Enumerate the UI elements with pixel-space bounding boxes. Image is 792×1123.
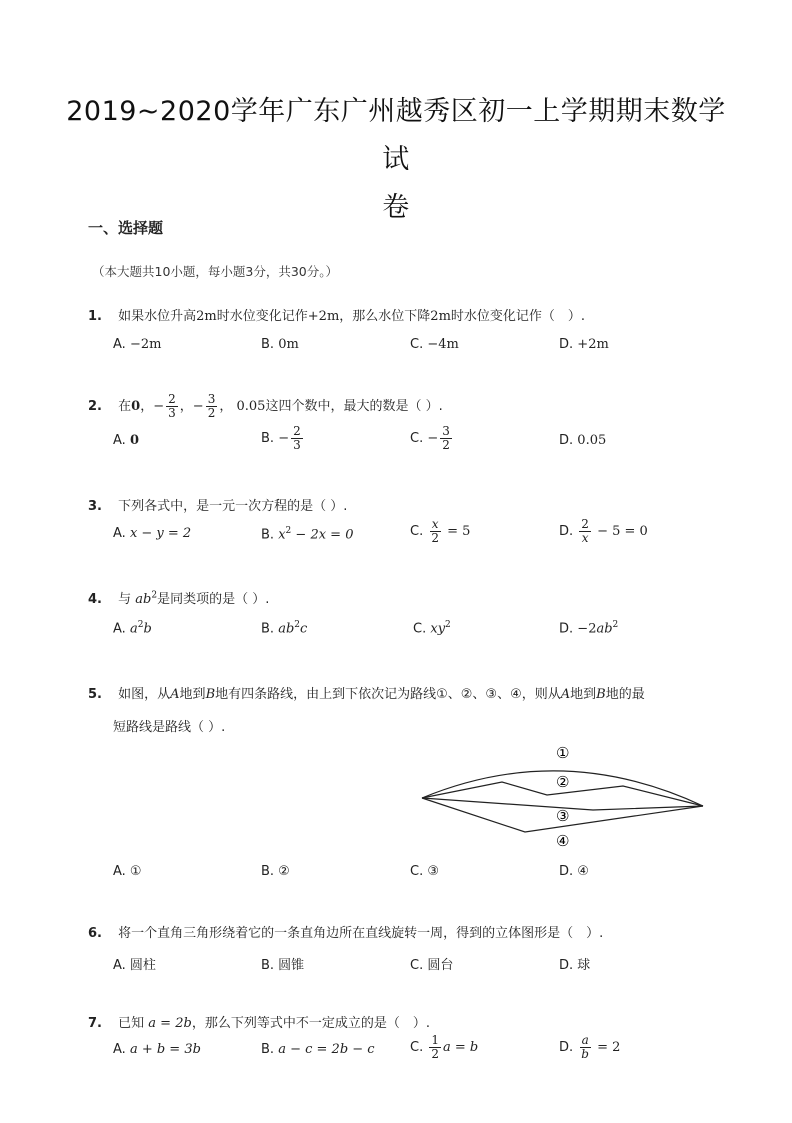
question-3: 3. 下列各式中，是一元一次方程的是（ ）. (88, 499, 348, 514)
option-c: C. ③ (410, 864, 439, 879)
option-d: D. 球 (559, 958, 591, 973)
route-3-label: ③ (556, 807, 570, 825)
option-d: D. 0.05 (559, 433, 607, 448)
route-2-label: ② (556, 773, 570, 791)
question-6: 6. 将一个直角三角形绕着它的一条直角边所在直线旋转一周，得到的立体图形是（ ）. (88, 926, 604, 941)
option-b: B. $ab^2c$ (261, 620, 308, 637)
paper-title: 2019~2020学年广东广州越秀区初一上学期期末数学试 卷 (66, 96, 726, 223)
option-c: C. −4m (410, 337, 459, 352)
section-note: （本大题共10小题，每小题3分，共30分。） (92, 264, 339, 279)
option-c: C. $\frac{1}{2}$ a = b (410, 1033, 479, 1061)
question-7: 7. 已知 a = 2b，那么下列等式中不一定成立的是（ ）. (88, 1016, 430, 1031)
option-a: A. $a^2b$ (113, 620, 152, 637)
question-5: 5. 如图，从A地到B地有四条路线，由上到下依次记为路线①、②、③、④，则从A地到B地的最 (88, 687, 645, 702)
option-a: A. x − y = 2 (113, 526, 192, 541)
option-d: D. +2m (559, 337, 609, 352)
option-a: A. 0 (113, 433, 139, 448)
option-b: B. $x^2 - 2x = 0$ (261, 526, 354, 543)
option-b: B. ② (261, 864, 290, 879)
option-c: C. − $\frac{3}{2}$ (410, 424, 450, 452)
fraction: $\frac{3}{2}$ (207, 392, 216, 420)
route-1-label: ① (556, 744, 570, 762)
option-c: C. 圆台 (410, 958, 454, 973)
option-b: B. 圆锥 (261, 958, 305, 973)
question-4: 4. 与 $ab^2$是同类项的是（ ）. (88, 590, 270, 607)
question-1: 1. 如果水位升高2m时水位变化记作+2m，那么水位下降2m时水位变化记作（ ）. (88, 309, 586, 324)
option-d: D. ④ (559, 864, 589, 879)
option-a: A. 圆柱 (113, 958, 156, 973)
option-b: B. 0m (261, 337, 299, 352)
option-a: A. −2m (113, 337, 162, 352)
option-c: C. $xy^2$ (413, 620, 451, 637)
option-a: A. a + b = 3b (113, 1042, 201, 1057)
option-d: D. $\frac{a}{b}$ = 2 (559, 1033, 621, 1061)
option-d: D. $-2ab^2$ (559, 620, 619, 637)
option-b: B. a − c = 2b − c (261, 1042, 375, 1057)
option-a: A. ① (113, 864, 142, 879)
section-heading: 一、选择题 (88, 219, 164, 237)
option-b: B. − $\frac{2}{3}$ (261, 424, 301, 452)
option-d: D. $\frac{2}{x}$ − 5 = 0 (559, 517, 648, 545)
question-5-line2: 短路线是路线（ ）. (113, 720, 226, 735)
option-c: C. $\frac{x}{2}$ = 5 (410, 517, 471, 545)
question-2: 2. 在0，− $\frac{2}{3}$ ，− $\frac{3}{2}$ ， 0.05这四个数中，最大的数是（ ）. (88, 392, 443, 420)
fraction: $\frac{2}{3}$ (168, 392, 176, 420)
route-diagram (415, 738, 715, 856)
route-4-label: ④ (556, 832, 570, 850)
